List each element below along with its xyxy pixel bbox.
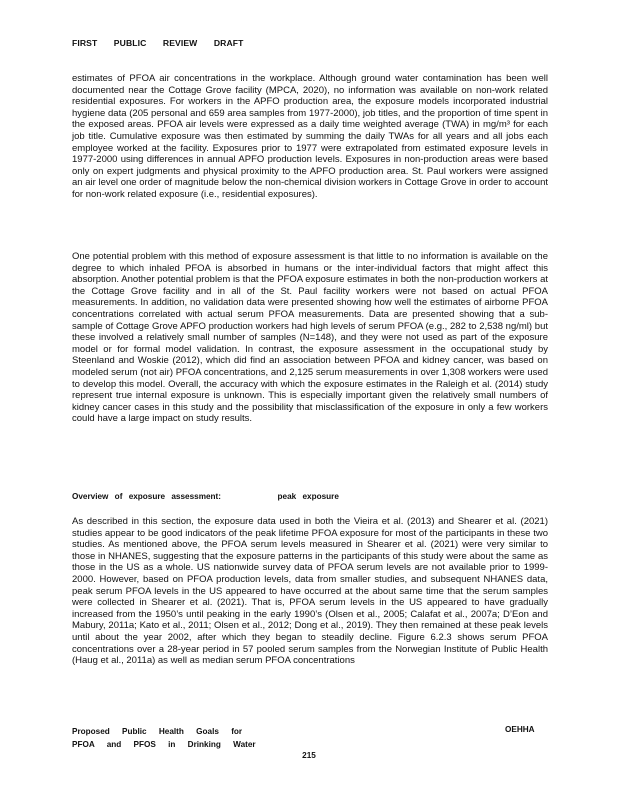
paragraph-peak-exposure: As described in this section, the exposure data used in both the Vieira et al. (2013) and Shearer et al. (2021) studies appear to be good indicators of the peak lifetime PFOA exposure for most of the participants in these two studies. As mentioned above, the PFOA serum levels measured in Shearer et al. (2021) were very similar to those in NHANES, suggesting that the exposure patterns in the participants of this study were about the same as those in the US as a whole. US nationwide survey data of PFOA serum levels are not available prior to 1999-2000. However, based on PFOA production levels, data from smaller studies, and subsequent NHANES data, peak serum PFOA levels in the US appeared to have occurred at the about same time that the serum samples were collected in Shearer et al. (2021). That is, PFOA serum levels in the US appeared to have gradually increased from the 1950’s until peaking in the early 1990’s (Olsen et al., 2005; Calafat et al., 2007a; D’Eon and Mabury, 2011a; Kato et al., 2011; Olsen et al., 2012; Dong et al., 2019). They then remained at these peak levels until about the year 2002, after which they began to steadily decline. Figure 6.2.3 shows serum PFOA concentrations over a 28-year period in 57 pooled serum samples from the Norwegian Institute of Public Health (Haug et al., 2011a) as well as median serum PFOA concentrations: [72, 516, 548, 667]
footer-title: [72, 725, 256, 751]
draft-header: FIRST PUBLIC REVIEW DRAFT: [72, 38, 244, 48]
paragraph-potential-problem: One potential problem with this method of exposure assessment is that little to no information is available on the degree to which inhaled PFOA is absorbed in humans or the inter-individual factors that might affect this absorption. Another potential problem is that the PFOA exposure estimates in both the non-production workers at the Cottage Grove facility and in all of the St. Paul facility workers were not based on actual PFOA measurements. In addition, no validation data were presented showing how well the estimates of airborne PFOA concentrations correlated with actual serum PFOA measurements. Data are presented showing that a sub-sample of Cottage Grove APFO production workers had high levels of serum PFOA (e.g., 282 to 2,538 ng/ml) but these involved a relatively small number of samples (N=148), and they were not used as part of the exposure model or for formal model validation. In contrast, the exposure assessment in the occupational study by Steenland and Woskie (2012), which did find an association between PFOA and kidney cancer, was based on modeled serum (not air) PFOA concentrations, and 2,125 serum measurements in over 1,308 workers were used to develop this model. Overall, the accuracy with which the exposure estimates in the Raleigh et al. (2014) study represent true internal exposure is unknown. This is especially important given the relatively small numbers of kidney cancer cases in this study and the possibility that misclassification of the exposure in only a few workers could have a large impact on study results.: [72, 251, 548, 425]
section-subheading: [72, 492, 339, 501]
footer-line-1: Proposed Public Health Goals for: [72, 727, 243, 736]
paragraph-exposure-models: estimates of PFOA air concentrations in the workplace. Although ground water contamination has been well documented near the Cottage Grove facility (MPCA, 2020), no information was available on non-work related residential exposures. For workers in the APFO production area, the exposure models incorporated industrial hygiene data (205 personal and 659 area samples from 1977-2000), job titles, and the proportion of time spent in the exposed areas. PFOA air levels were expressed as a daily time weighted average (TWA) in mg/m³ for each job title. Cumulative exposure was then estimated by summing the daily TWAs for all years and all jobs each employee worked at the facility. Exposures prior to 1977 were extrapolated from estimated exposure levels in 1977-2000 using differences in annual APFO production levels. Exposures in non-production areas were based only on expert judgments and physical proximity to the APFO production area. St. Paul workers were assigned an air level one order of magnitude below the non-chemical division workers in Cottage Grove in order to account for non-work related exposure (i.e., residential exposures).: [72, 73, 548, 200]
subheading-left: Overview of exposure assessment:: [72, 492, 221, 501]
footer-line-2: PFOA and PFOS in Drinking Water: [72, 740, 256, 749]
subheading-right: peak exposure: [277, 492, 339, 501]
page-number: 215: [302, 751, 316, 760]
footer-agency: OEHHA: [505, 725, 535, 734]
